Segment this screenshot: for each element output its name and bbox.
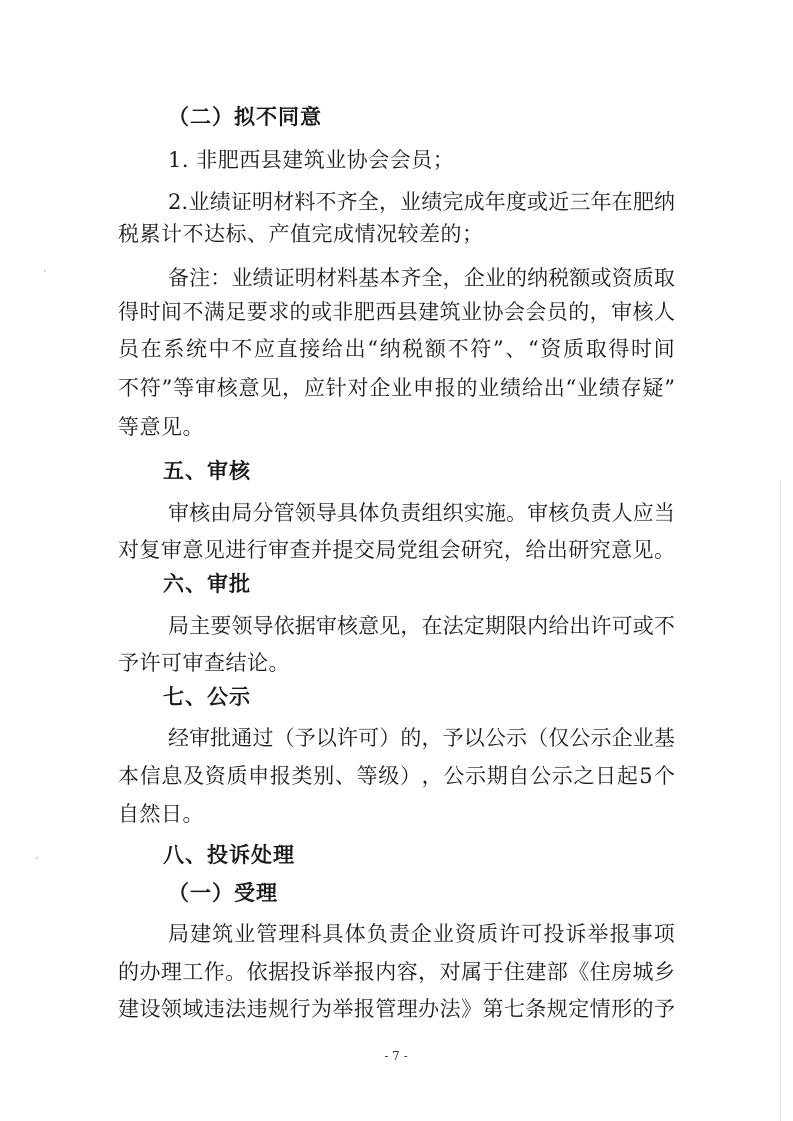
page-number: - 7 - bbox=[384, 1049, 408, 1063]
section-heading-publicity: 七、公示 bbox=[163, 685, 251, 709]
section-heading-complaint: 八、投诉处理 bbox=[163, 843, 295, 867]
scan-speck bbox=[36, 857, 38, 859]
remark-line: 备 注 ： 业 绩 证 明 材 料 基 本 齐 全 ， 企 业 的 纳 税 额 或 资 质 取 bbox=[168, 266, 675, 290]
subsection-heading-acceptance: （一）受理 bbox=[168, 880, 278, 905]
paragraph-line: 的 办 理 工 作 。 依 据 投 诉 举 报 内 容 ， 对 属 于 住 建 部 《 住 房 城 乡 bbox=[118, 960, 675, 984]
scan-edge-shadow bbox=[780, 480, 781, 1121]
section-heading-approval: 六、审批 bbox=[163, 572, 251, 596]
paragraph-line: 税累计不达标、产值完成情况较差的； bbox=[118, 222, 484, 246]
paragraph-line: 自然日。 bbox=[118, 802, 204, 826]
paragraph-line: 1. 非肥西县建筑业协会会员； bbox=[168, 148, 455, 172]
remark-line: 不 符 ” 等 审 核 意 见 ， 应 针 对 企 业 申 报 的 业 绩 给 出 “ 业 绩 存 疑 ” bbox=[118, 376, 675, 400]
paragraph-line: 2 . 业 绩 证 明 材 料 不 齐 全 ， 业 绩 完 成 年 度 或 近 三 年 在 肥 纳 bbox=[168, 190, 675, 214]
paragraph-line: 局 主 要 领 导 依 据 审 核 意 见 ， 在 法 定 期 限 内 给 出 许 可 或 不 bbox=[168, 614, 675, 638]
paragraph-line: 建 设 领 域 违 法 违 规 行 为 举 报 管 理 办 法 》 第 七 条 规 定 情 形 的 予 bbox=[118, 997, 675, 1021]
remark-line: 等意见。 bbox=[118, 415, 204, 439]
section-heading-review: 五、审核 bbox=[163, 459, 251, 483]
remark-line: 得 时 间 不 满 足 要 求 的 或 非 肥 西 县 建 筑 业 协 会 会 员 的 ， 审 核 人 bbox=[118, 300, 675, 324]
paragraph-line: 局 建 筑 业 管 理 科 具 体 负 责 企 业 资 质 许 可 投 诉 举 报 事 项 bbox=[168, 922, 675, 946]
paragraph-line: 予许可审查结论。 bbox=[118, 651, 290, 675]
remark-line: 员 在 系 统 中 不 应 直 接 给 出 “ 纳 税 额 不 符 ” 、 “ 资 质 取 得 时 间 bbox=[118, 337, 675, 361]
subsection-heading-disagree: （二）拟不同意 bbox=[168, 104, 322, 129]
paragraph-line: 对 复 审 意 见 进 行 审 查 并 提 交 局 党 组 会 研 究 ， 给 出 研 究 意 见 。 bbox=[118, 538, 675, 562]
scan-speck bbox=[44, 270, 46, 272]
paragraph-line: 经 审 批 通 过 （ 予 以 许 可 ） 的 ， 予 以 公 示 （ 仅 公 示 企 业 基 bbox=[168, 726, 675, 750]
paragraph-line: 本 信 息 及 资 质 申 报 类 别 、 等 级 ） ， 公 示 期 自 公 示 之 日 起 5 个 bbox=[118, 764, 675, 788]
paragraph-line: 审 核 由 局 分 管 领 导 具 体 负 责 组 织 实 施 。 审 核 负 责 人 应 当 bbox=[168, 501, 675, 525]
